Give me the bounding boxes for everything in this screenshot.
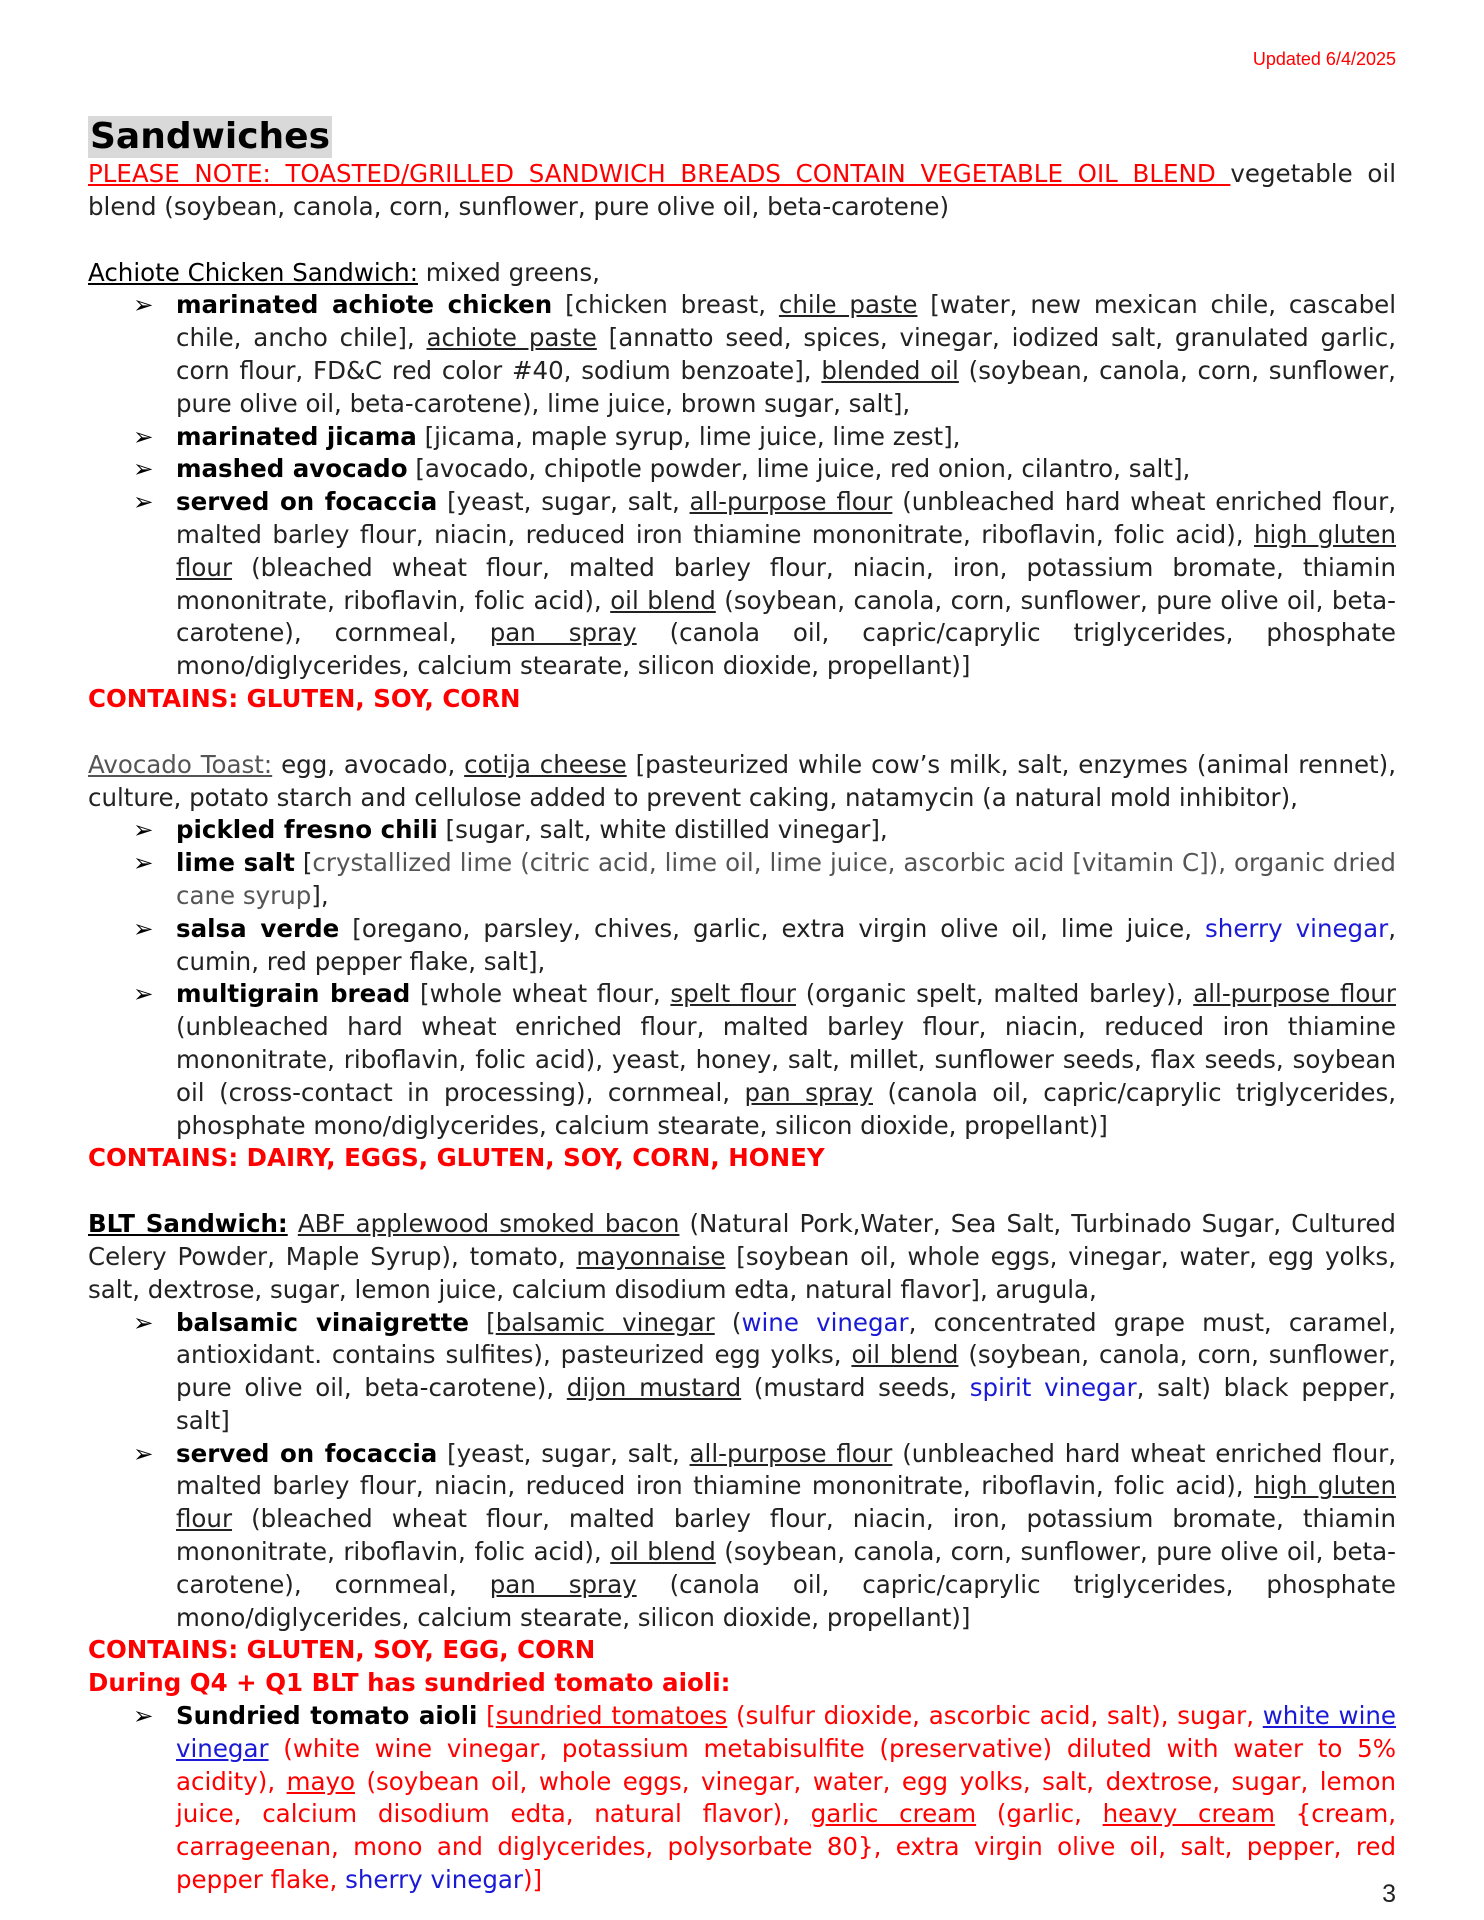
achiote-ingredient-list xyxy=(88,289,1396,683)
bullet-icon: ➢ xyxy=(133,487,154,517)
achiote-allergens: CONTAINS: GLUTEN, SOY, CORN xyxy=(88,683,521,713)
blt-seasonal-list xyxy=(88,1700,1396,1897)
list-item: ➢ multigrain bread [whole wheat flour, spelt flour (organic spelt, malted barley), all-purpose flour (unbleached hard wheat enriched flour, malted barley flour, niacin, reduced iron thiamine mononitrate, riboflavin, folic acid), yeast, honey, salt, millet, sunflower seeds, flax seeds, soybean oil (cross-contact in processing), cornmeal, pan spray (canola oil, capric/caprylic triglycerides, phosphate mono/diglycerides, calcium stearate, silicon dioxide, propellant)] xyxy=(133,979,1396,1140)
bullet-icon: ➢ xyxy=(133,979,154,1009)
list-item: ➢ marinated achiote chicken [chicken breast, chile paste [water, new mexican chile, cascabel chile, ancho chile], achiote paste [annatto seed, spices, vinegar, iodized salt, granulated garlic, corn flour, FD&C red color #40, sodium benzoate], blended oil (soybean, canola, corn, sunflower, pure olive oil, beta-carotene), lime juice, brown sugar, salt], xyxy=(133,290,1396,418)
list-item: ➢ served on focaccia [yeast, sugar, salt, all-purpose flour (unbleached hard wheat enriched flour, malted barley flour, niacin, reduced iron thiamine mononitrate, riboflavin, folic acid), high gluten flour (bleached wheat flour, malted barley flour, niacin, iron, potassium bromate, thiamin mononitrate, riboflavin, folic acid), oil blend (soybean, canola, corn, sunflower, pure olive oil, beta-carotene), cornmeal, pan spray (canola oil, capric/caprylic triglycerides, phosphate mono/diglycerides, calcium stearate, silicon dioxide, propellant)] xyxy=(133,1438,1397,1632)
avocado-heading: Avocado Toast: egg, avocado, cotija cheese [pasteurized while cow’s milk, salt, enzymes (animal rennet), culture, potato starch and cellulose added to prevent caking, natamycin (a natural mold inhibitor), xyxy=(88,749,1397,812)
achiote-heading: Achiote Chicken Sandwich: mixed greens, xyxy=(88,257,600,287)
avocado-ingredient-list xyxy=(88,814,1396,1142)
list-item: ➢ mashed avocado [avocado, chipotle powder, lime juice, red onion, cilantro, salt], xyxy=(88,453,1396,486)
bullet-icon: ➢ xyxy=(133,815,154,845)
list-item: ➢ Sundried tomato aioli [sundried tomatoes (sulfur dioxide, ascorbic acid, salt), sugar, white wine vinegar (white wine vinegar, potassium metabisulfite (preservative) diluted with water to 5% acidity), mayo (soybean oil, whole eggs, vinegar, water, egg yolks, salt, dextrose, sugar, lemon juice, calcium disodium edta, natural flavor), garlic cream (garlic, heavy cream {cream, carrageenan, mono and diglycerides, polysorbate 80}, extra virgin olive oil, salt, pepper, red pepper flake, sherry vinegar)] xyxy=(133,1701,1397,1895)
oil-note-warning: PLEASE NOTE: TOASTED/GRILLED SANDWICH BREADS CONTAIN VEGETABLE OIL BLEND xyxy=(88,159,1231,188)
list-item: ➢ lime salt [crystallized lime (citric acid, lime oil, lime juice, ascorbic acid [vitamin C]), organic dried cane syrup], xyxy=(133,848,1396,910)
blt-name: BLT Sandwich: xyxy=(88,1209,288,1239)
oil-note-detail: vegetable oil blend (soybean, canola, corn, sunflower, pure olive oil, beta-carotene) xyxy=(88,159,1397,221)
bullet-icon: ➢ xyxy=(133,454,154,484)
bullet-icon: ➢ xyxy=(133,290,154,320)
blt-allergens: CONTAINS: GLUTEN, SOY, EGG, CORN xyxy=(88,1635,596,1665)
oil-note xyxy=(88,158,1396,224)
bullet-icon: ➢ xyxy=(133,1701,154,1731)
blt-ingredient-list xyxy=(88,1307,1396,1635)
document-page xyxy=(88,116,1396,1897)
avocado-name: Avocado Toast: xyxy=(88,749,273,779)
page-number: 3 xyxy=(1382,1880,1396,1908)
list-item: ➢ salsa verde [oregano, parsley, chives, garlic, extra virgin olive oil, lime juice, sherry vinegar, cumin, red pepper flake, salt], xyxy=(133,913,1396,976)
bullet-icon: ➢ xyxy=(133,913,154,943)
bullet-icon: ➢ xyxy=(133,848,154,878)
list-item: ➢ served on focaccia [yeast, sugar, salt, all-purpose flour (unbleached hard wheat enriched flour, malted barley flour, niacin, reduced iron thiamine mononitrate, riboflavin, folic acid), high gluten flour (bleached wheat flour, malted barley flour, niacin, iron, potassium bromate, thiamin mononitrate, riboflavin, folic acid), oil blend (soybean, canola, corn, sunflower, pure olive oil, beta-carotene), cornmeal, pan spray (canola oil, capric/caprylic triglycerides, phosphate mono/diglycerides, calcium stearate, silicon dioxide, propellant)] xyxy=(133,487,1397,681)
bullet-icon: ➢ xyxy=(133,1307,154,1337)
section-title: Sandwiches xyxy=(90,116,331,157)
list-item: ➢ balsamic vinaigrette [balsamic vinegar (wine vinegar, concentrated grape must, caramel, antioxidant. contains sulfites), pasteurized egg yolks, oil blend (soybean, canola, corn, sunflower, pure olive oil, beta-carotene), dijon mustard (mustard seeds, spirit vinegar, salt) black pepper, salt] xyxy=(133,1307,1396,1435)
updated-date: Updated 6/4/2025 xyxy=(1252,49,1396,69)
list-item: ➢ marinated jicama [jicama, maple syrup, lime juice, lime zest], xyxy=(88,421,1396,454)
achiote-name: Achiote Chicken Sandwich: xyxy=(88,257,418,287)
blt-seasonal-note: During Q4 + Q1 BLT has sundried tomato aioli: xyxy=(88,1668,731,1698)
bullet-icon: ➢ xyxy=(133,1438,154,1468)
list-item: ➢ pickled fresno chili [sugar, salt, white distilled vinegar], xyxy=(88,814,1396,847)
bullet-icon: ➢ xyxy=(133,421,154,451)
blt-heading: BLT Sandwich: ABF applewood smoked bacon (Natural Pork,Water, Sea Salt, Turbinado Sugar, Cultured Celery Powder, Maple Syrup), tomato, mayonnaise [soybean oil, whole eggs, vinegar, water, egg yolks, salt, dextrose, sugar, lemon juice, calcium disodium edta, natural flavor], arugula, xyxy=(88,1209,1396,1304)
avocado-allergens: CONTAINS: DAIRY, EGGS, GLUTEN, SOY, CORN, HONEY xyxy=(88,1143,825,1173)
